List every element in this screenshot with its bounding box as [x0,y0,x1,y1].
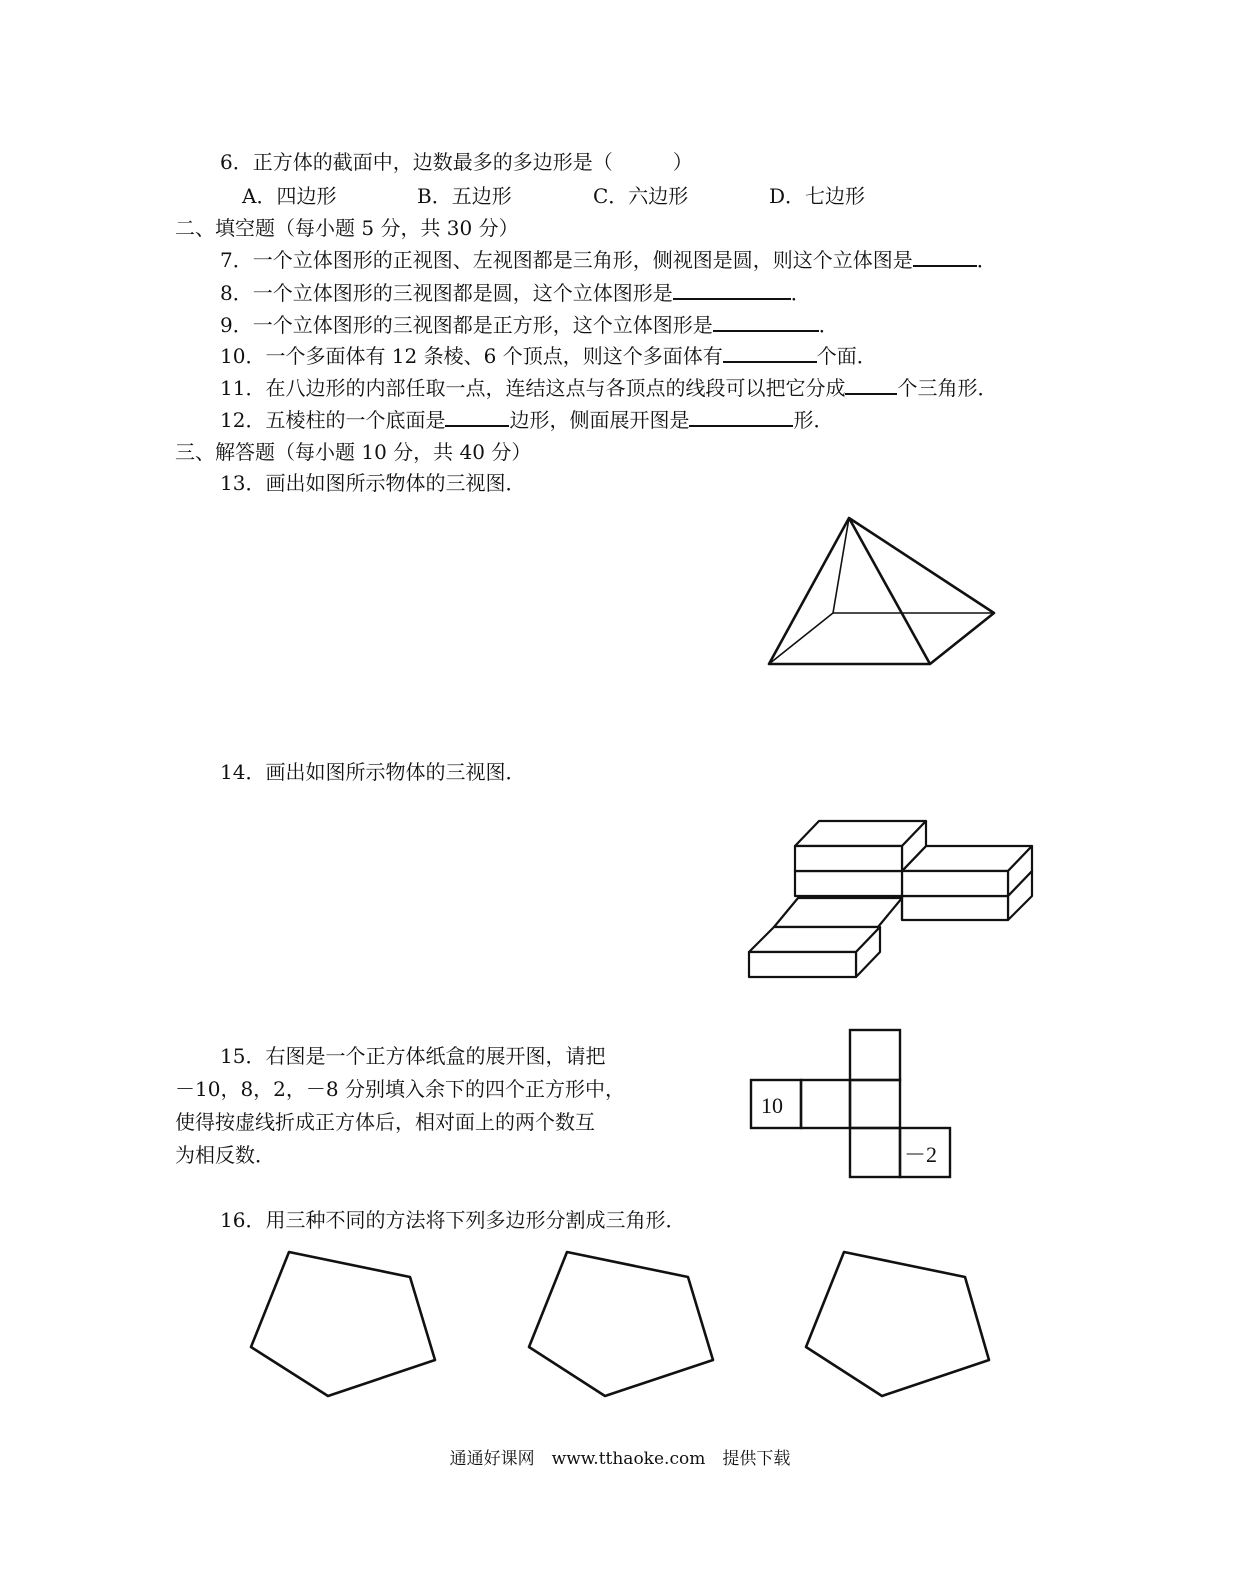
q6-option-a: A．四边形 [242,184,337,208]
q16-text: 16．用三种不同的方法将下列多边形分割成三角形． [220,1208,686,1232]
q11-tail: 个三角形． [897,376,998,400]
q7-text: 7．一个立体图形的正视图、左视图都是三角形，侧视图是圆，则这个立体图是 [220,248,913,272]
net-label-minus2: －2 [904,1142,938,1167]
page-footer: 通通好课网 www.tthaoke.com 提供下载 [449,1449,791,1469]
q14-text: 14．画出如图所示物体的三视图． [220,760,526,784]
q9-tail: ． [818,313,839,337]
q12-text2: 边形，侧面展开图是 [509,408,690,432]
q9-text: 9．一个立体图形的三视图都是正方形，这个立体图形是 [220,313,713,337]
net-square-top[interactable] [850,1030,900,1080]
q16-pentagon-1 [251,1252,435,1396]
q6-stem: 6．正方体的截面中，边数最多的多边形是（ ） [220,150,693,174]
q6-option-b: B．五边形 [417,184,512,208]
section3-title: 三、解答题（每小题 10 分，共 40 分） [175,440,532,464]
q12-tail: 形． [793,408,834,432]
section2-title: 二、填空题（每小题 5 分，共 30 分） [175,216,519,240]
q15-line1: 15．右图是一个正方体纸盒的展开图，请把 [220,1044,606,1068]
q10-text: 10．一个多面体有 12 条棱、6 个顶点，则这个多面体有 [220,344,723,368]
q15-line3: 使得按虚线折成正方体后，相对面上的两个数互 [175,1110,595,1134]
q16-pentagon-3 [806,1252,989,1396]
q16-pentagon-2 [529,1252,713,1396]
net-square-left-middle[interactable] [801,1080,850,1128]
q14-blocks-figure [749,821,1032,977]
q8-tail: ． [790,281,811,305]
net-label-10: 10 [761,1093,783,1118]
q13-text: 13．画出如图所示物体的三视图． [220,471,526,495]
net-square-bottom[interactable] [850,1128,900,1177]
q10-tail: 个面． [816,344,877,368]
q6-option-d: D．七边形 [769,184,866,208]
q8-text: 8．一个立体图形的三视图都是圆，这个立体图形是 [220,281,673,305]
q13-pyramid-figure [769,518,994,664]
q12-text1: 12．五棱柱的一个底面是 [220,408,446,432]
q15-line2: －10，8，2，－8 分别填入余下的四个正方形中， [175,1077,625,1101]
q6-option-c: C．六边形 [593,184,689,208]
q7-tail: ． [976,248,997,272]
q15-line4: 为相反数． [175,1143,275,1167]
q11-text: 11．在八边形的内部任取一点，连结这点与各顶点的线段可以把它分成 [220,376,846,400]
net-square-center[interactable] [850,1080,900,1128]
